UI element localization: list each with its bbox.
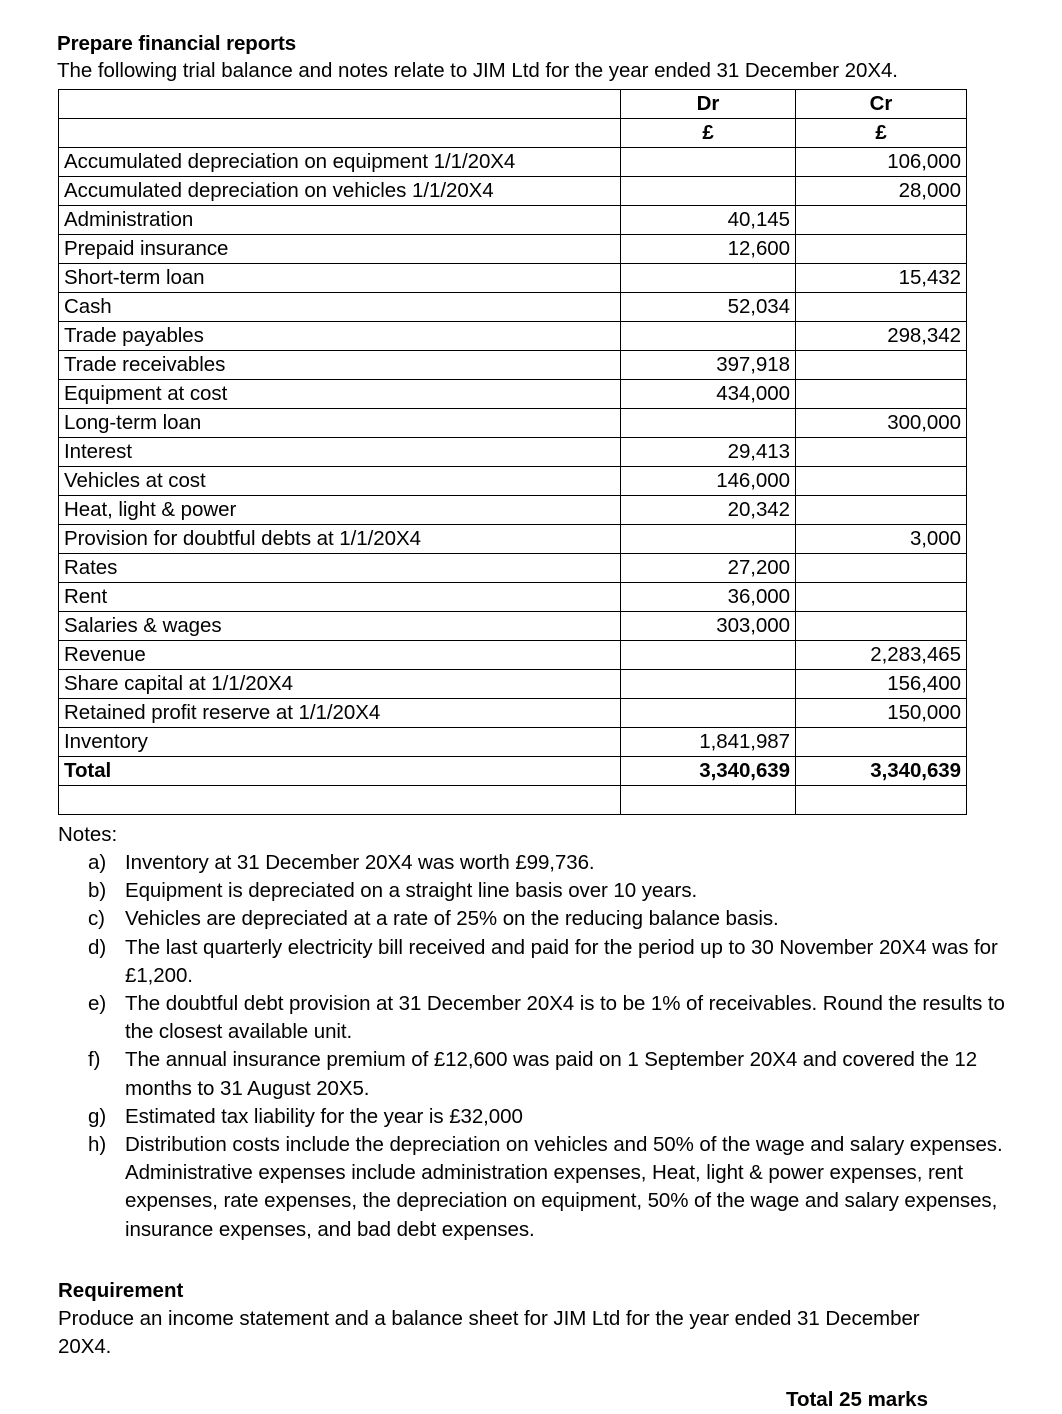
requirement-text: Produce an income statement and a balance sheet for JIM Ltd for the year ended 31 December 20X4. (58, 1306, 920, 1358)
cell-label: Prepaid insurance (59, 235, 621, 264)
cell-debit: 303,000 (621, 612, 796, 641)
blank-cell-dr (621, 786, 796, 815)
table-row (59, 525, 967, 554)
header-cell-cr: Cr (796, 90, 967, 119)
cell-credit (796, 496, 967, 525)
unit-cell-cr: £ (796, 119, 967, 148)
note-item (57, 1131, 1006, 1244)
cell-label: Short-term loan (59, 264, 621, 293)
total-label: Total (59, 757, 621, 786)
note-text: The annual insurance premium of £12,600 was paid on 1 September 20X4 and covered the 12 months to 31 August 20X5. (125, 1048, 978, 1100)
cell-credit: 300,000 (796, 409, 967, 438)
notes-heading: Notes: (58, 823, 118, 846)
cell-debit (621, 264, 796, 293)
table-row (59, 583, 967, 612)
cell-label: Revenue (59, 641, 621, 670)
table-row (59, 612, 967, 641)
cell-label: Inventory (59, 728, 621, 757)
cell-debit: 397,918 (621, 351, 796, 380)
table-row (59, 728, 967, 757)
cell-label: Vehicles at cost (59, 467, 621, 496)
cell-label: Accumulated depreciation on vehicles 1/1/20X4 (59, 177, 621, 206)
cell-credit: 28,000 (796, 177, 967, 206)
cell-credit (796, 235, 967, 264)
cell-label: Long-term loan (59, 409, 621, 438)
cell-label: Trade receivables (59, 351, 621, 380)
cell-debit (621, 409, 796, 438)
cell-debit: 40,145 (621, 206, 796, 235)
note-item (57, 1103, 1006, 1131)
table-row (59, 438, 967, 467)
page-title: Prepare financial reports (57, 32, 297, 55)
cell-debit (621, 177, 796, 206)
note-marker: e) (88, 992, 107, 1016)
note-marker: c) (88, 907, 105, 931)
cell-label: Equipment at cost (59, 380, 621, 409)
table-row (59, 496, 967, 525)
table-row (59, 467, 967, 496)
table-row (59, 206, 967, 235)
cell-debit (621, 641, 796, 670)
note-marker: d) (88, 935, 107, 959)
note-text: Equipment is depreciated on a straight line basis over 10 years. (125, 879, 698, 903)
table-row (59, 351, 967, 380)
cell-debit: 1,841,987 (621, 728, 796, 757)
table-row (59, 641, 967, 670)
table-row (59, 409, 967, 438)
table-row (59, 264, 967, 293)
blank-cell-label (59, 786, 621, 815)
cell-label: Retained profit reserve at 1/1/20X4 (59, 699, 621, 728)
cell-debit: 20,342 (621, 496, 796, 525)
note-item (57, 990, 1006, 1046)
cell-label: Share capital at 1/1/20X4 (59, 670, 621, 699)
trial-balance-body (59, 90, 967, 815)
cell-credit: 15,432 (796, 264, 967, 293)
cell-debit: 27,200 (621, 554, 796, 583)
table-header-row (59, 90, 967, 119)
header-cell-label (59, 90, 621, 119)
cell-label: Interest (59, 438, 621, 467)
note-text: The last quarterly electricity bill received and paid for the period up to 30 November 20X4 was for £1,200. (125, 935, 998, 987)
cell-debit (621, 525, 796, 554)
cell-credit (796, 554, 967, 583)
cell-label: Heat, light & power (59, 496, 621, 525)
cell-debit (621, 148, 796, 177)
cell-label: Provision for doubtful debts at 1/1/20X4 (59, 525, 621, 554)
cell-debit: 52,034 (621, 293, 796, 322)
table-row (59, 380, 967, 409)
note-text: Estimated tax liability for the year is £32,000 (125, 1104, 523, 1128)
cell-credit (796, 293, 967, 322)
unit-cell-label (59, 119, 621, 148)
table-row (59, 322, 967, 351)
cell-debit: 146,000 (621, 467, 796, 496)
cell-credit: 298,342 (796, 322, 967, 351)
header-cell-dr: Dr (621, 90, 796, 119)
intro-paragraph: The following trial balance and notes relate to JIM Ltd for the year ended 31 December 20X4. (57, 59, 898, 82)
table-unit-row (59, 119, 967, 148)
note-marker: a) (88, 851, 107, 874)
footer-total-marks: Total 25 marks (785, 1388, 928, 1411)
note-item (57, 934, 1006, 990)
table-row (59, 177, 967, 206)
trial-balance-table (58, 89, 967, 815)
table-row (59, 699, 967, 728)
table-row (59, 554, 967, 583)
note-text: The doubtful debt provision at 31 December 20X4 is to be 1% of receivables. Round the results to the closest available unit. (125, 992, 1005, 1044)
notes-list (57, 849, 1006, 1244)
total-dr: 3,340,639 (621, 757, 796, 786)
note-marker: b) (88, 879, 107, 903)
cell-debit: 36,000 (621, 583, 796, 612)
total-cr: 3,340,639 (796, 757, 967, 786)
cell-debit (621, 670, 796, 699)
cell-credit (796, 206, 967, 235)
note-text: Vehicles are depreciated at a rate of 25% on the reducing balance basis. (125, 907, 779, 931)
table-row-blank (59, 786, 967, 815)
cell-credit: 150,000 (796, 699, 967, 728)
cell-credit: 156,400 (796, 670, 967, 699)
table-row (59, 670, 967, 699)
cell-debit: 434,000 (621, 380, 796, 409)
unit-cell-dr: £ (621, 119, 796, 148)
cell-debit (621, 699, 796, 728)
cell-credit (796, 380, 967, 409)
note-marker: g) (88, 1104, 107, 1128)
note-marker: h) (88, 1133, 107, 1157)
requirement-heading: Requirement (58, 1278, 184, 1302)
cell-credit: 3,000 (796, 525, 967, 554)
cell-credit (796, 583, 967, 612)
table-row (59, 293, 967, 322)
cell-label: Salaries & wages (59, 612, 621, 641)
cell-debit (621, 322, 796, 351)
cell-label: Cash (59, 293, 621, 322)
note-text: Inventory at 31 December 20X4 was worth £99,736. (125, 851, 595, 874)
cell-credit (796, 351, 967, 380)
cell-label: Accumulated depreciation on equipment 1/1/20X4 (59, 148, 621, 177)
cell-label: Administration (59, 206, 621, 235)
note-text: Distribution costs include the depreciation on vehicles and 50% of the wage and salary expenses. Administrative expenses include administration expenses, Heat, light & power expenses, rent expenses, rate expenses, the depreciation on equipment, 50% of the wage and salary expenses, insurance expenses, and bad debt expenses. (125, 1133, 1003, 1241)
cell-label: Rent (59, 583, 621, 612)
note-item (57, 877, 1006, 905)
cell-credit (796, 467, 967, 496)
cell-credit (796, 438, 967, 467)
cell-credit (796, 612, 967, 641)
cell-credit (796, 728, 967, 757)
cell-debit: 29,413 (621, 438, 796, 467)
cell-debit: 12,600 (621, 235, 796, 264)
note-item (57, 1046, 1006, 1102)
table-row (59, 148, 967, 177)
cell-label: Rates (59, 554, 621, 583)
blank-cell-cr (796, 786, 967, 815)
cell-credit: 106,000 (796, 148, 967, 177)
note-marker: f) (88, 1048, 101, 1072)
note-item (57, 849, 1006, 877)
note-item (57, 905, 1006, 933)
cell-credit: 2,283,465 (796, 641, 967, 670)
table-row-total (59, 757, 967, 786)
cell-label: Trade payables (59, 322, 621, 351)
table-row (59, 235, 967, 264)
